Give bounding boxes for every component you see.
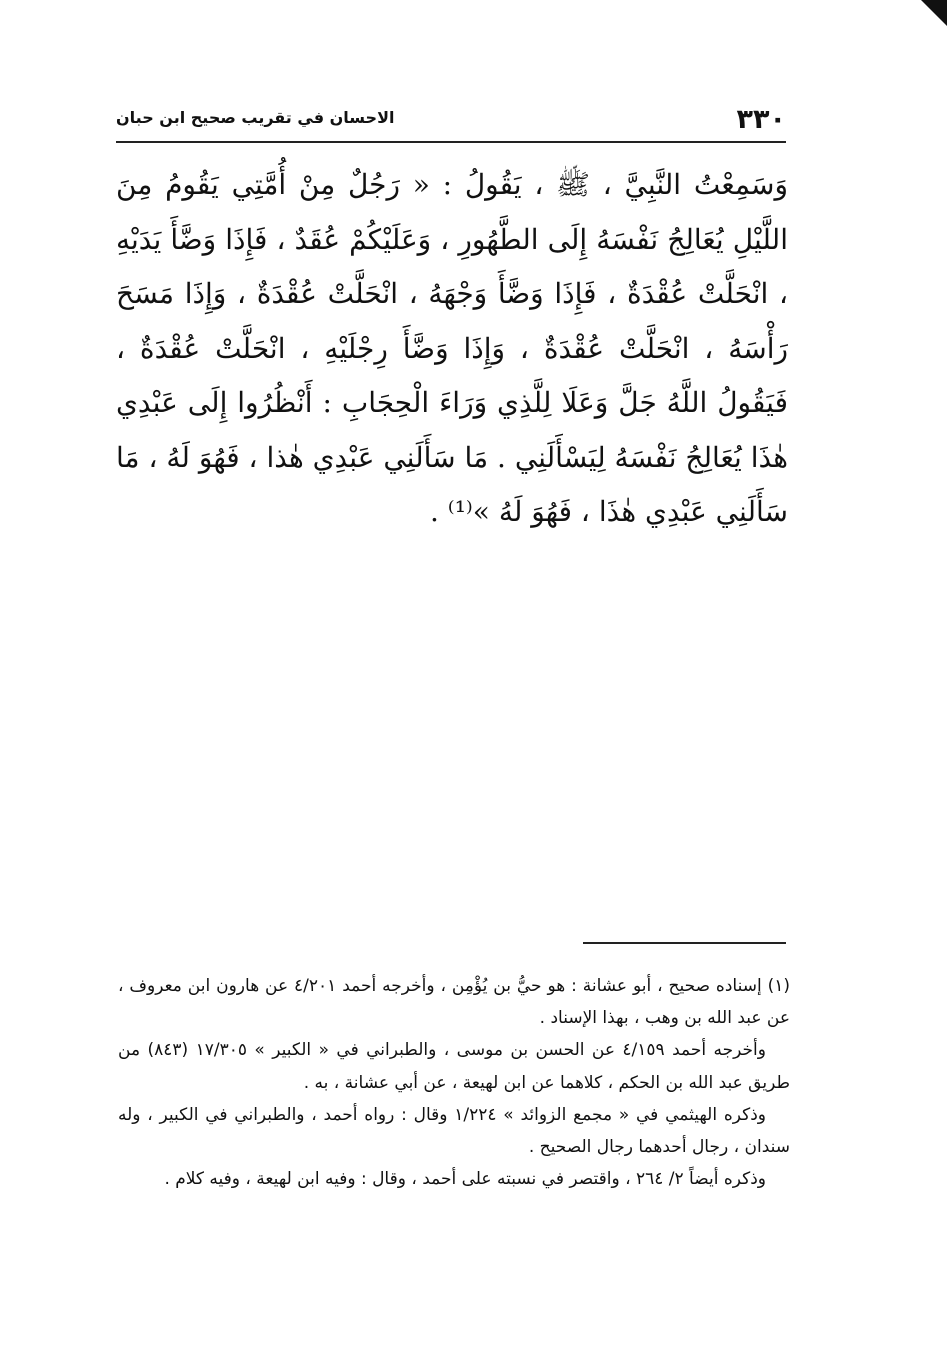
running-header	[116, 100, 786, 140]
running-header-title: الاحسان في تقريب صحيح ابن حبان	[116, 108, 395, 127]
footnote-1-paragraph-2: وأخرجه أحمد ٤/١٥٩ عن الحسن بن موسى ، والطبراني في « الكبير » ١٧/٣٠٥ (٨٤٣) من طريق عبد الله بن الحكم ، كلاهما عن ابن لهيعة ، عن أبي عشانة ، به .	[118, 1040, 790, 1093]
page-number: ٣٣٠	[736, 104, 786, 135]
page-corner-mark	[921, 0, 947, 26]
footnote-1-paragraph-4: وذكره أيضاً ٢/ ٢٦٤ ، واقتصر في نسبته على أحمد ، وقال : وفيه ابن لهيعة ، وفيه كلام .	[164, 1169, 766, 1190]
footnote-1: (١) إسناده صحيح ، أبو عشانة : هو حيُّ بن يُؤْمِن ، وأخرجه أحمد ٤/٢٠١ عن هارون ابن معروف ، عن عبد الله بن وهب ، بهذا الإسناد .	[118, 976, 790, 1029]
header-rule	[116, 141, 786, 143]
footnotes	[118, 970, 790, 1195]
footnote-1-paragraph-3: وذكره الهيثمي في « مجمع الزوائد » ١/٢٢٤ وقال : رواه أحمد ، والطبراني في الكبير ، وله سندان ، رجال أحدهما رجال الصحيح .	[118, 1104, 790, 1158]
footnote-separator	[583, 942, 786, 944]
hadith-text	[116, 158, 788, 540]
hadith-paragraph: وَسَمِعْتُ النَّبِيَّ ، ﷺ ، يَقُولُ : « رَجُلٌ مِنْ أُمَّتِي يَقُومُ مِنَ اللَّيْلِ يُعَالِجُ نَفْسَهُ إِلَى الطَّهُورِ ، وَعَلَيْكُمْ عُقَدٌ ، فَإِذَا وَضَّأَ يَدَيْهِ ، انْحَلَّتْ عُقْدَةٌ ، فَإِذَا وَضَّأَ وَجْهَهُ ، انْحَلَّتْ عُقْدَةٌ ، وَإِذَا مَسَحَ رَأْسَهُ ، انْحَلَّتْ عُقْدَةٌ ، وَإِذَا وَضَّأَ رِجْلَيْهِ ، انْحَلَّتْ عُقْدَةٌ ، فَيَقُولُ اللَّهُ جَلَّ وَعَلَا لِلَّذِي وَرَاءَ الْحِجَابِ : أَنْظُرُوا إِلَى عَبْدِي هٰذَا يُعَالِجُ نَفْسَهُ لِيَسْأَلَنِي . مَا سَأَلَنِي عَبْدِي هٰذا ، فَهُوَ لَهُ ، مَا سَأَلَنِي عَبْدِي هٰذَا ، فَهُوَ لَهُ »⁽¹⁾ .	[116, 168, 788, 528]
